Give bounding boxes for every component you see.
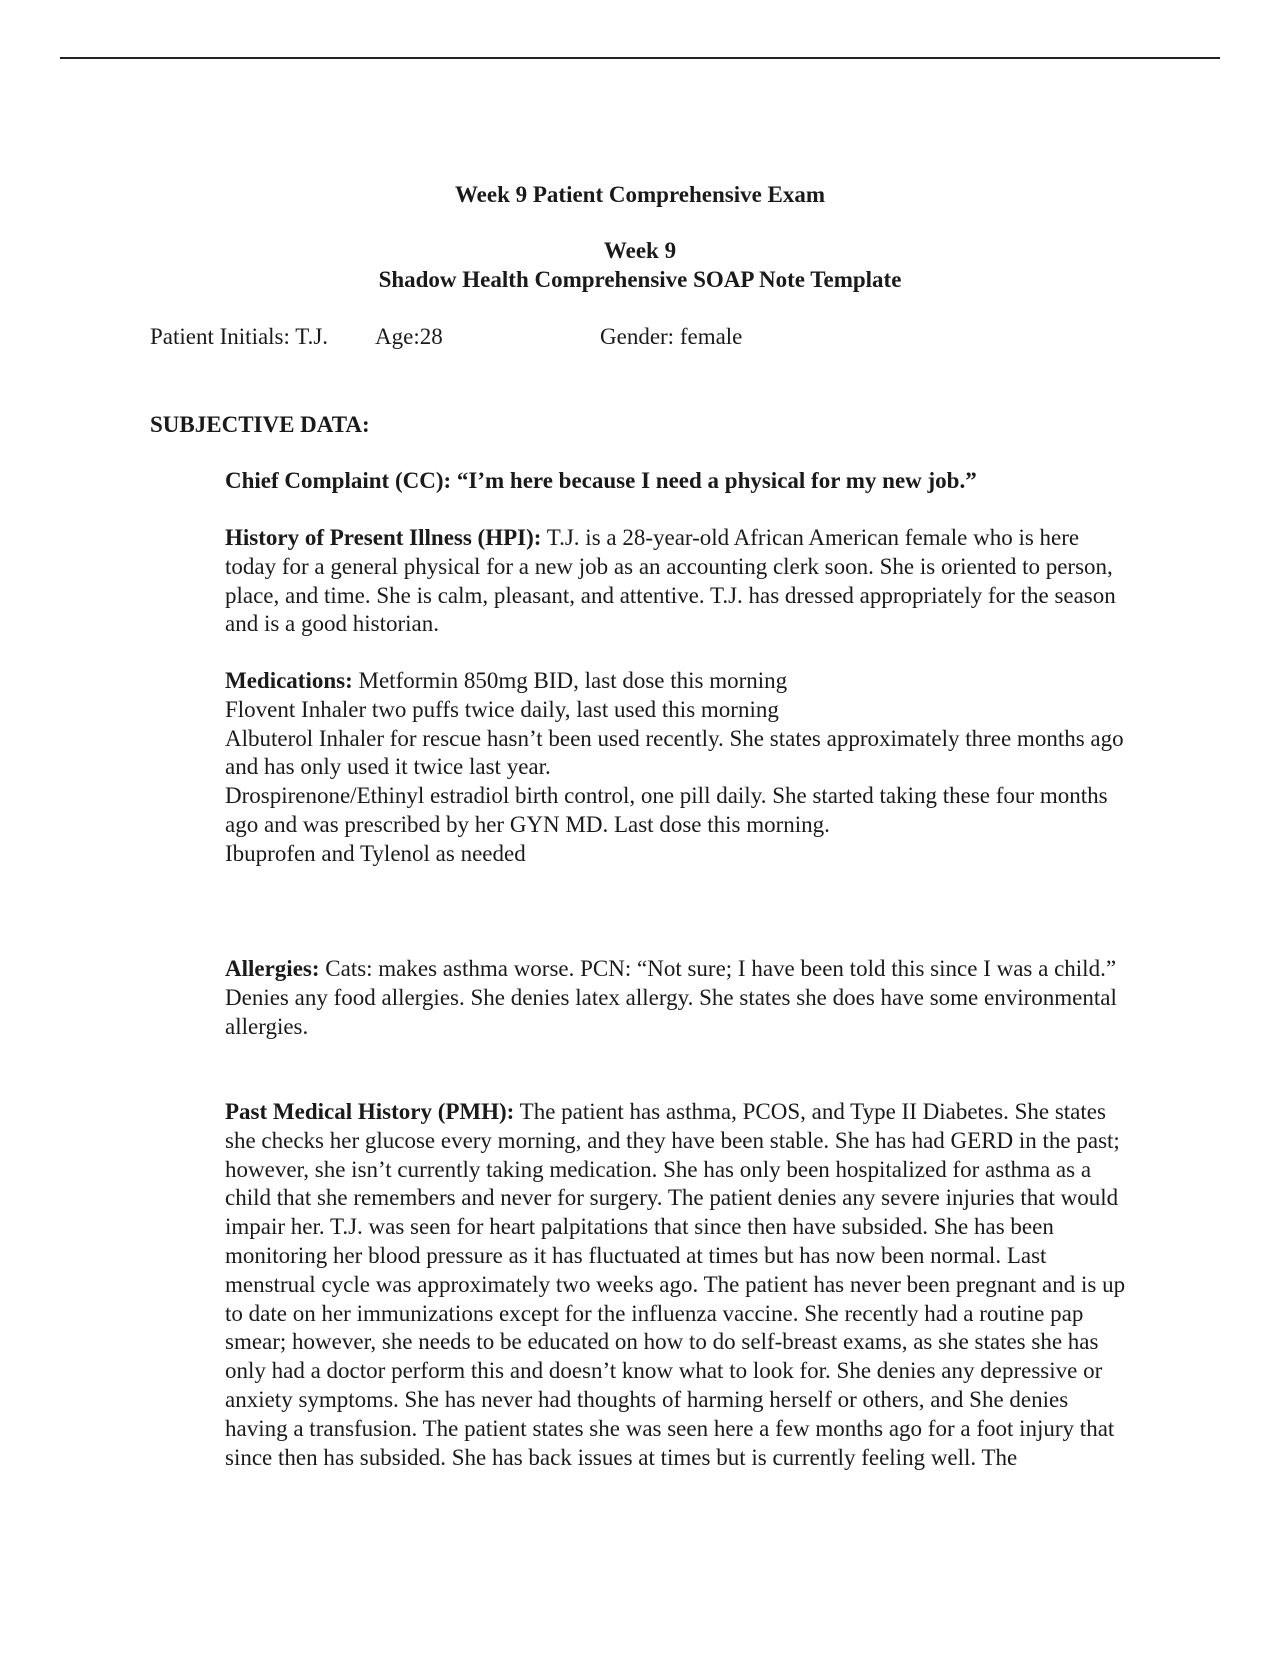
medications-label: Medications: [225, 668, 353, 693]
subjective-heading: SUBJECTIVE DATA: [150, 412, 370, 437]
allergies-label: Allergies: [225, 956, 320, 981]
chief-complaint: Chief Complaint (CC): “I’m here because I need a physical for my new job.” [225, 468, 977, 493]
template-title: Shadow Health Comprehensive SOAP Note Template [378, 267, 902, 292]
patient-initials: Patient Initials: T.J. [150, 324, 329, 349]
medication-line: Flovent Inhaler two puffs twice daily, last used this morning [225, 696, 779, 722]
medication-line [225, 667, 1130, 696]
pmh-text: The patient has asthma, PCOS, and Type II Diabetes. She states she checks her glucose every morning, and they have been stable. She has had GERD in the past; however, she isn’t currently taking medication. She has only been hospitalized for asthma as a child that she remembers and never for surgery. The patient denies any severe injuries that would impair her. T.J. was seen for heart palpitations that since then have subsided. She has been monitoring her blood pressure as it has fluctuated at times but has now been normal. Last menstrual cycle was approximately two weeks ago. The patient has never been pregnant and is up to date on her immunizations except for the influenza vaccine. She recently had a routine pap smear; however, she needs to be educated on how to do self-breast exams, as she states she has only had a doctor perform this and doesn’t know what to look for. She denies any depressive or anxiety symptoms. She has never had thoughts of harming herself or others, and She denies having a transfusion. The patient states she was seen here a few months ago for a foot injury that since then has subsided. She has back issues at times but is currently feeling well. The [225, 1099, 1126, 1470]
allergies-paragraph [225, 955, 1130, 1041]
patient-gender: Gender: female [600, 324, 743, 349]
top-rule [60, 57, 1220, 59]
patient-age: Age:28 [375, 324, 443, 349]
week-label: Week 9 [603, 238, 677, 263]
hpi-paragraph [225, 524, 1130, 639]
document-title: Week 9 Patient Comprehensive Exam [454, 182, 826, 207]
pmh-paragraph [225, 1098, 1130, 1472]
medication-line: Albuterol Inhaler for rescue hasn’t been used recently. She states approximately three months ago and has only used it twice last year. [225, 725, 1124, 780]
medications-section [225, 667, 1130, 869]
allergies-text: Cats: makes asthma worse. PCN: “Not sure; I have been told this since I was a child.” Denies any food allergies. She denies latex allergy. She states she does have some environmental allergies. [225, 956, 1117, 1039]
medication-first: Metformin 850mg BID, last dose this morning [352, 668, 788, 693]
pmh-label: Past Medical History (PMH): [225, 1099, 515, 1124]
template-header [0, 236, 1280, 294]
hpi-text: T.J. is a 28-year-old African American female who is here today for a general physical for a new job as an accounting clerk soon. She is oriented to person, place, and time. She is calm, pleasant, and attentive. T.J. has dressed appropriately for the season and is a good historian. [225, 525, 1116, 637]
medication-line: Ibuprofen and Tylenol as needed [225, 840, 526, 866]
medication-line: Drospirenone/Ethinyl estradiol birth control, one pill daily. She started taking these four months ago and was prescribed by her GYN MD. Last dose this morning. [225, 783, 1108, 837]
hpi-label: History of Present Illness (HPI): [225, 525, 542, 550]
